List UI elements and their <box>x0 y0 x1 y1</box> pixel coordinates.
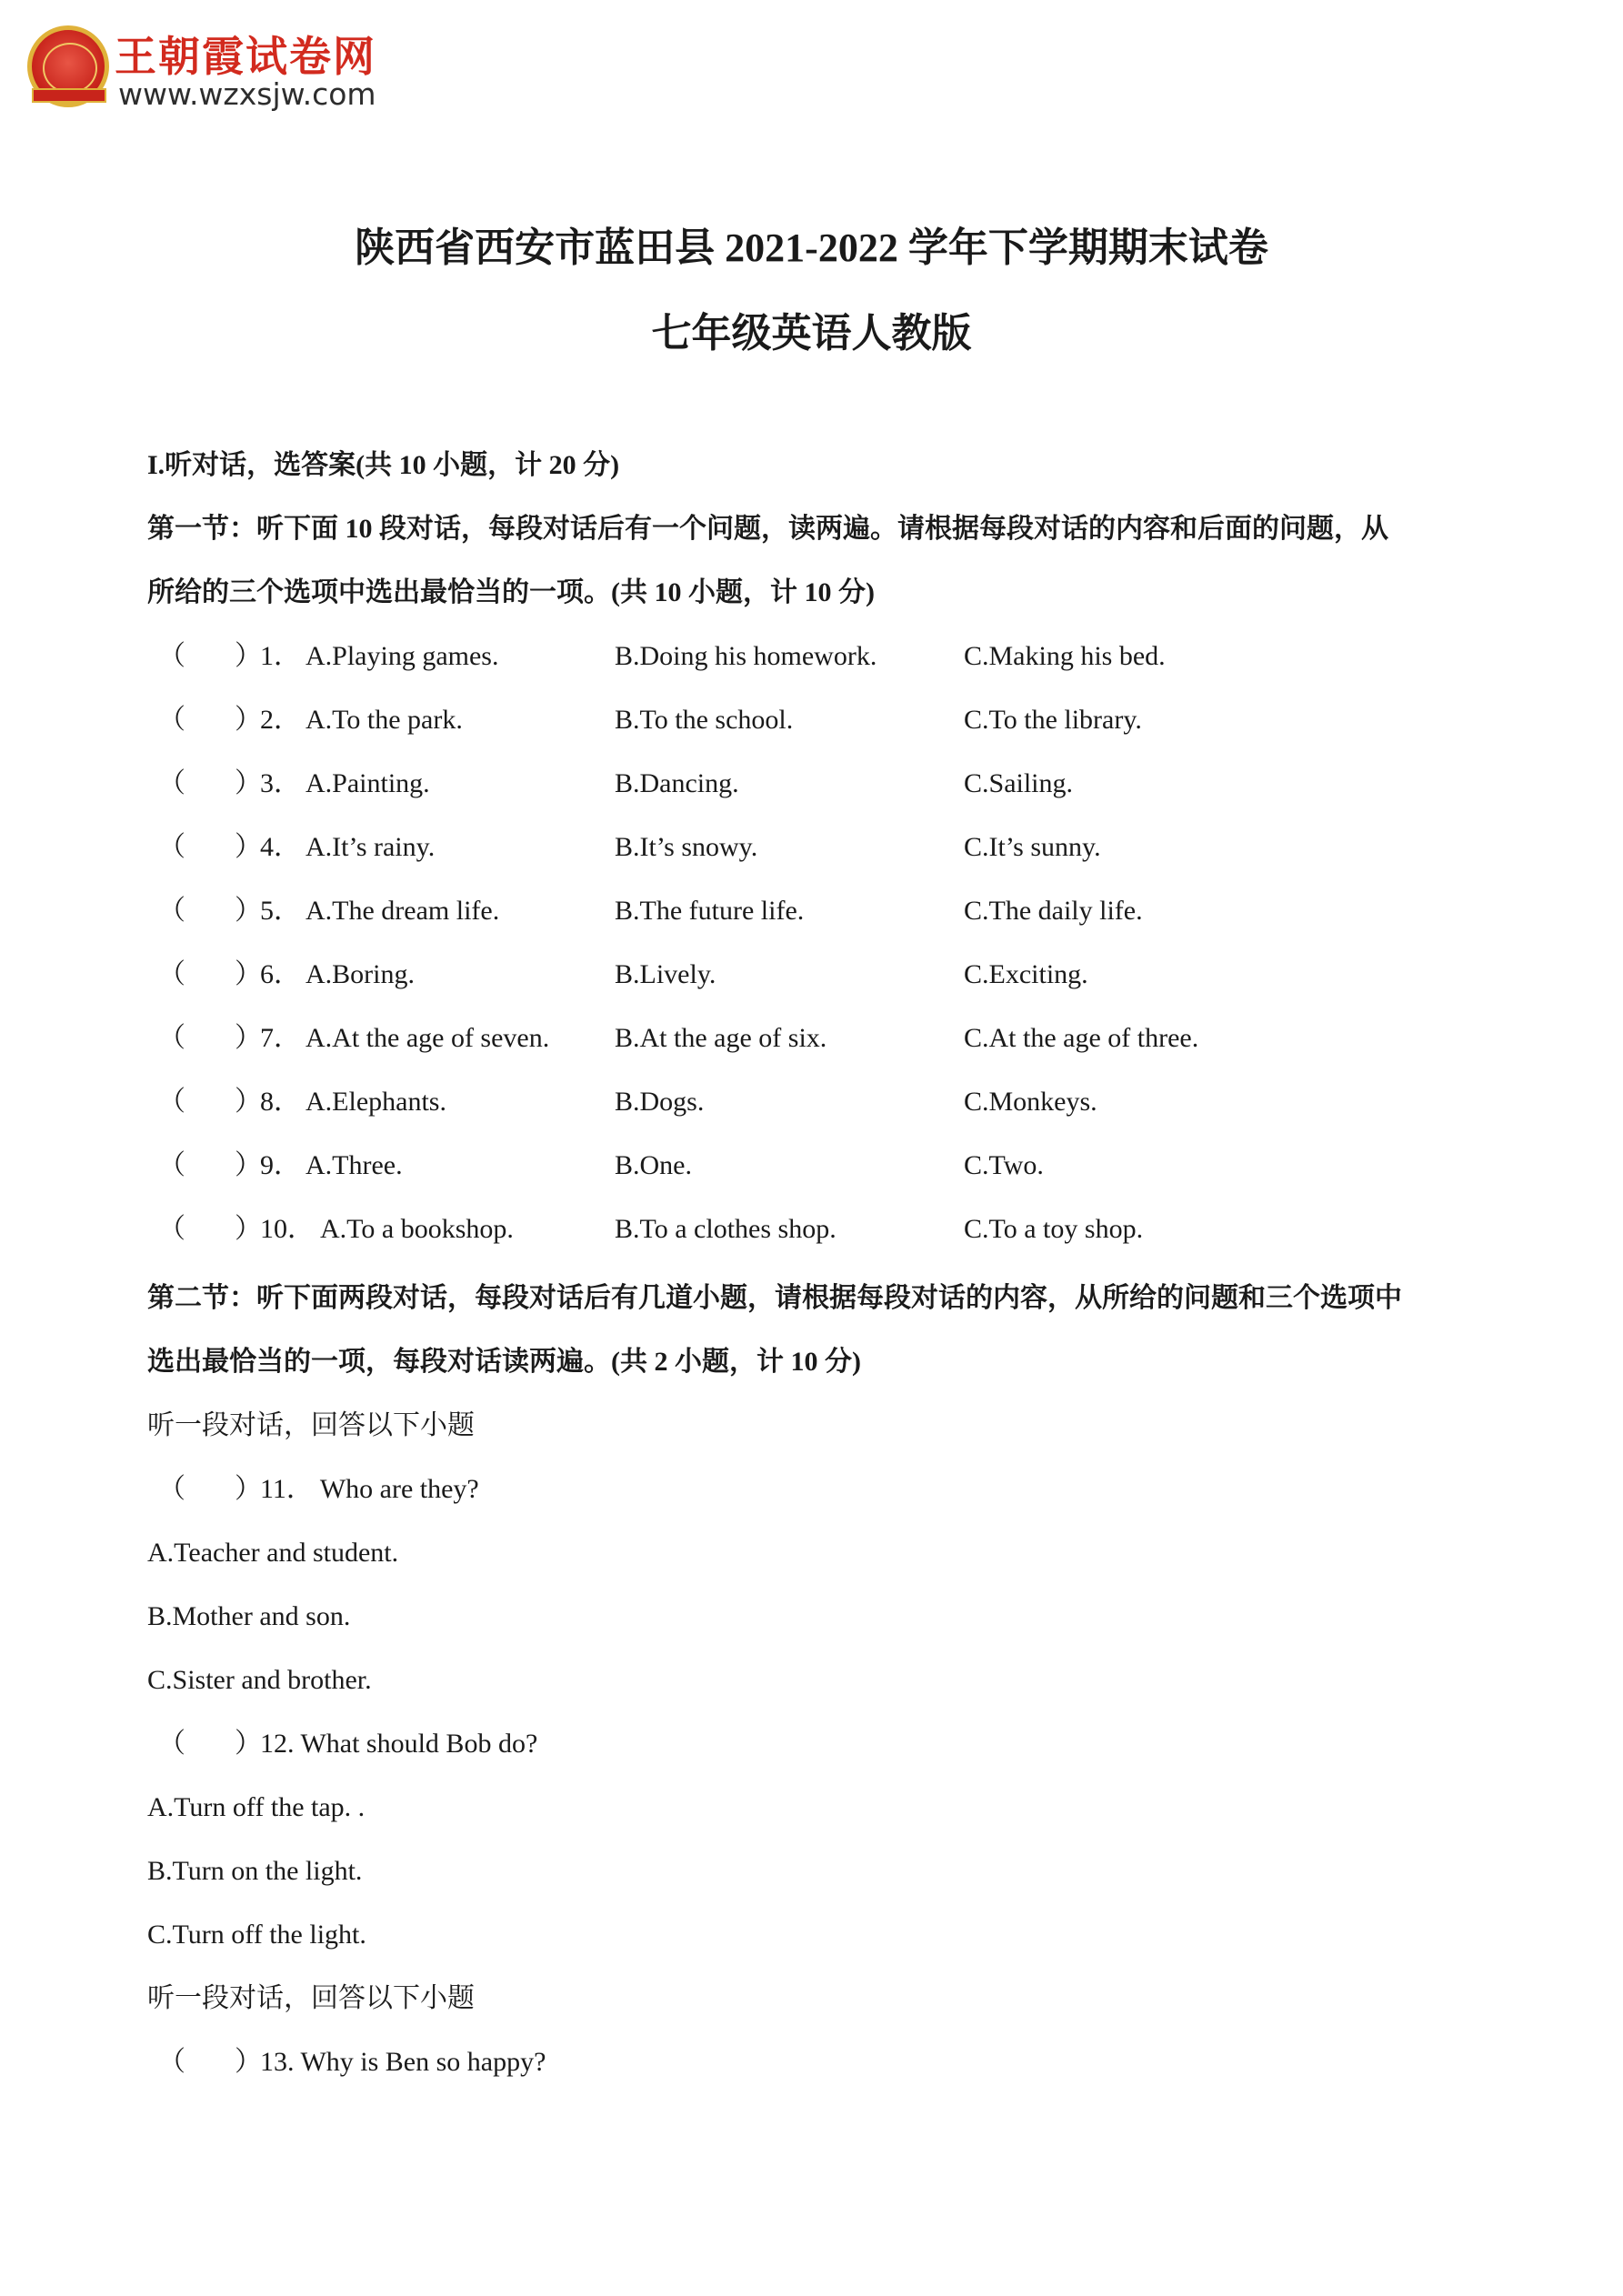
part1-instructions-line1: 第一节：听下面 10 段对话，每段对话后有一个问题，读两遍。请根据每段对话的内容和后面的问题，从 <box>147 514 1388 544</box>
option-c: C.Exciting. <box>964 959 1088 989</box>
q12-option-c: C.Turn off the light. <box>147 1920 366 1950</box>
answer-paren-right: ） <box>235 1214 262 1244</box>
answer-paren-right: ） <box>235 896 262 926</box>
option-c: C.Two. <box>964 1150 1044 1180</box>
answer-paren-right: ） <box>235 832 262 862</box>
question-number: 4． <box>260 832 301 862</box>
answer-paren-right: ） <box>235 959 262 989</box>
option-c: C.Making his bed. <box>964 641 1166 671</box>
question-number: 9． <box>260 1150 301 1180</box>
answer-paren-left: （ <box>158 832 185 862</box>
option-b: B.Dancing. <box>615 768 739 798</box>
question-number: 8． <box>260 1087 301 1117</box>
answer-paren-left: （ <box>158 1023 185 1053</box>
site-logo <box>24 20 406 120</box>
option-a: A.At the age of seven. <box>306 1023 550 1053</box>
question-text: 13. Why is Ben so happy? <box>260 2047 546 2077</box>
part1-instructions-line2: 所给的三个选项中选出最恰当的一项。(共 10 小题，计 10 分) <box>147 577 875 607</box>
option-a: A.Painting. <box>306 768 430 798</box>
part2-instructions-line2: 选出最恰当的一项，每段对话读两遍。(共 2 小题，计 10 分) <box>147 1347 861 1377</box>
option-c: C.To the library. <box>964 705 1142 735</box>
answer-paren-left: （ <box>158 2047 185 2077</box>
q11-option-b: B.Mother and son. <box>147 1601 351 1631</box>
dialog1-intro: 听一段对话，回答以下小题 <box>147 1410 475 1440</box>
question-number: 6． <box>260 959 301 989</box>
question-number: 5． <box>260 896 301 926</box>
answer-paren-right: ） <box>235 2047 262 2077</box>
answer-paren-right: ） <box>235 1474 262 1504</box>
option-b: B.The future life. <box>615 896 805 926</box>
option-a: A.It’s rainy. <box>306 832 436 862</box>
option-c: C.It’s sunny. <box>964 832 1101 862</box>
option-b: B.It’s snowy. <box>615 832 758 862</box>
question-text: 12. What should Bob do? <box>260 1729 538 1759</box>
answer-paren-right: ） <box>235 1023 262 1053</box>
option-b: B.To the school. <box>615 705 794 735</box>
option-a: A.Elephants. <box>306 1087 446 1117</box>
q11-option-c: C.Sister and brother. <box>147 1665 372 1695</box>
option-c: C.Sailing. <box>964 768 1074 798</box>
question-number: 7． <box>260 1023 301 1053</box>
logo-title: 王朝霞试卷网 <box>115 32 376 81</box>
answer-paren-right: ） <box>235 1150 262 1180</box>
answer-paren-left: （ <box>158 768 185 798</box>
answer-paren-right: ） <box>235 705 262 735</box>
part2-instructions-line1: 第二节：听下面两段对话，每段对话后有几道小题，请根据每段对话的内容，从所给的问题和三个选项中 <box>147 1283 1402 1313</box>
option-b: B.One. <box>615 1150 692 1180</box>
logo-url: www.wzxsjw.com <box>118 76 376 112</box>
answer-paren-left: （ <box>158 1087 185 1117</box>
answer-paren-left: （ <box>158 1214 185 1244</box>
option-a: A.Boring. <box>306 959 415 989</box>
answer-paren-right: ） <box>235 768 262 798</box>
answer-paren-left: （ <box>158 1729 185 1759</box>
question-number: 2． <box>260 705 301 735</box>
option-c: C.At the age of three. <box>964 1023 1199 1053</box>
q12-option-b: B.Turn on the light. <box>147 1856 363 1886</box>
option-a: A.Three. <box>306 1150 403 1180</box>
option-b: B.To a clothes shop. <box>615 1214 837 1244</box>
answer-paren-left: （ <box>158 896 185 926</box>
question-number: 10． <box>260 1214 315 1244</box>
q11-option-a: A.Teacher and student. <box>147 1538 399 1568</box>
question-text: 11． Who are they? <box>260 1474 479 1504</box>
option-b: B.At the age of six. <box>615 1023 827 1053</box>
option-a: A.To a bookshop. <box>320 1214 514 1244</box>
option-a: A.To the park. <box>306 705 463 735</box>
page-title: 陕西省西安市蓝田县 2021-2022 学年下学期期末试卷 <box>355 226 1268 270</box>
question-number: 3． <box>260 768 301 798</box>
option-c: C.Monkeys. <box>964 1087 1097 1117</box>
option-b: B.Dogs. <box>615 1087 705 1117</box>
answer-paren-right: ） <box>235 1729 262 1759</box>
option-c: C.To a toy shop. <box>964 1214 1144 1244</box>
answer-paren-right: ） <box>235 1087 262 1117</box>
seal-icon <box>27 25 109 107</box>
question-number: 1． <box>260 641 301 671</box>
answer-paren-right: ） <box>235 641 262 671</box>
option-c: C.The daily life. <box>964 896 1143 926</box>
answer-paren-left: （ <box>158 959 185 989</box>
dialog2-intro: 听一段对话，回答以下小题 <box>147 1983 475 2013</box>
page-subtitle: 七年级英语人教版 <box>651 311 972 356</box>
option-b: B.Doing his homework. <box>615 641 877 671</box>
option-a: A.Playing games. <box>306 641 499 671</box>
answer-paren-left: （ <box>158 641 185 671</box>
answer-paren-left: （ <box>158 1150 185 1180</box>
answer-paren-left: （ <box>158 705 185 735</box>
answer-paren-left: （ <box>158 1474 185 1504</box>
option-a: A.The dream life. <box>306 896 500 926</box>
section-heading: I.听对话，选答案(共 10 小题，计 20 分) <box>147 450 620 480</box>
q12-option-a: A.Turn off the tap. . <box>147 1792 366 1822</box>
option-b: B.Lively. <box>615 959 716 989</box>
